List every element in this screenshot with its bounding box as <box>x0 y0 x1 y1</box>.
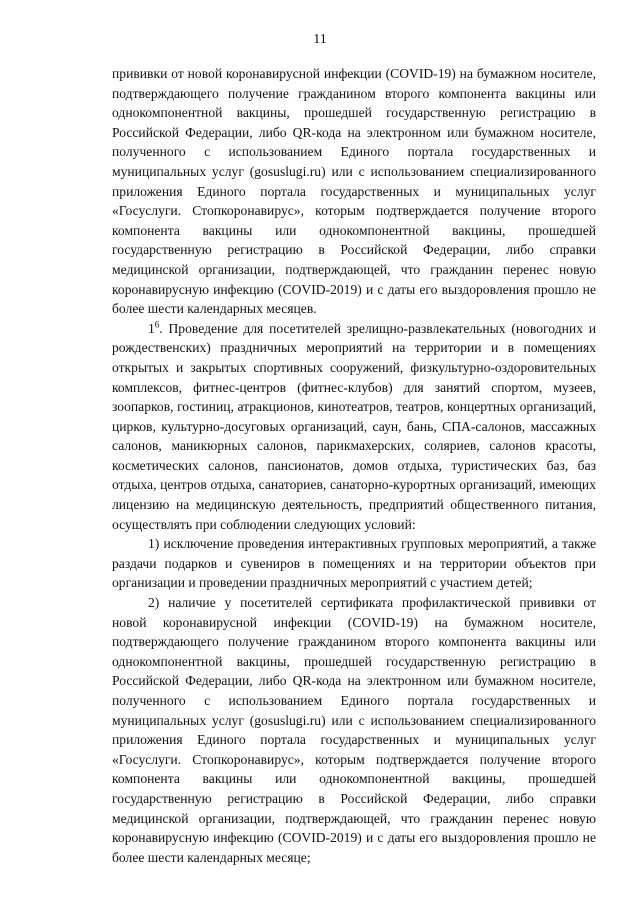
paragraph-continued: прививки от новой коронавирусной инфекции (COVID-19) на бумажном носителе, подтверждающего получение гражданином второго компонента вакцины или однокомпонентной вакцины, прошедшей государственную регистрацию в Российской Федерации, либо QR-кода на электронном или бумажном носителе, полученного с использованием Единого портала государственных и муниципальных услуг (gosuslugi.ru) или с использованием специализированного приложения Единого портала государственных и муниципальных услуг «Госуслуги. Стопкоронавирус», которым подтверждается получение второго компонента вакцины или однокомпонентной вакцины, прошедшей государственную регистрацию в Российской Федерации, либо справки медицинской организации, подтверждающей, что гражданин перенес новую коронавирусную инфекцию (COVID-2019) и с даты его выздоровления прошло не более шести календарных месяцев. <box>112 66 596 317</box>
section-paragraph <box>112 319 596 535</box>
section-text: Проведение для посетителей зрелищно-развлекательных (новогодних и рождественских) праздничных мероприятий на территории и в помещениях открытых и закрытых спортивных сооружений, физкультурно-оздоровительных комплексов, фитнес-центров (фитнес-клубов) для занятий спортом, музеев, зоопарков, гостиниц, атракционов, кинотеатров, театров, концертных организаций, цирков, культурно-досуговых организаций, саун, бань, СПА-салонов, массажных салонов, маникюрных салонов, парикмахерских, соляриев, салонов красоты, косметических салонов, пансионатов, домов отдыха, туристических баз, баз отдыха, центров отдыха, санаториев, санаторно-курортных организаций, имеющих лицензию на медицинскую деятельность, предприятий общественного питания, осуществлять при соблюдении следующих условий: <box>112 320 596 532</box>
section-superscript: 6 <box>154 319 160 330</box>
page-number: 11 <box>313 32 327 47</box>
document-body <box>112 64 596 867</box>
section-punct: . <box>159 320 163 336</box>
section-number: 1 <box>148 320 155 336</box>
list-item-2: 2) наличие у посетителей сертификата профилактической прививки от новой коронавирусной инфекции (COVID-19) на бумажном носителе, подтверждающего получение гражданином второго компонента вакцины или однокомпонентной вакцины, прошедшей государственную регистрацию в Российской Федерации, либо QR-кода на электронном или бумажном носителе, полученного с использованием Единого портала государственных и муниципальных услуг (gosuslugi.ru) или с использованием специализированного приложения Единого портала государственных и муниципальных услуг «Госуслуги. Стопкоронавирус», которым подтверждается получение второго компонента вакцины или однокомпонентной вакцины, прошедшей государственную регистрацию в Российской Федерации, либо справки медицинской организации, подтверждающей, что гражданин перенес новую коронавирусную инфекцию (COVID-2019) и с даты его выздоровления прошло не более шести календарных месяце; <box>112 595 596 865</box>
list-item-1: 1) исключение проведения интерактивных групповых мероприятий, а также раздачи подарков и сувениров в помещениях и на территории объектов при организации и проведении праздничных мероприятий с участием детей; <box>112 536 596 591</box>
